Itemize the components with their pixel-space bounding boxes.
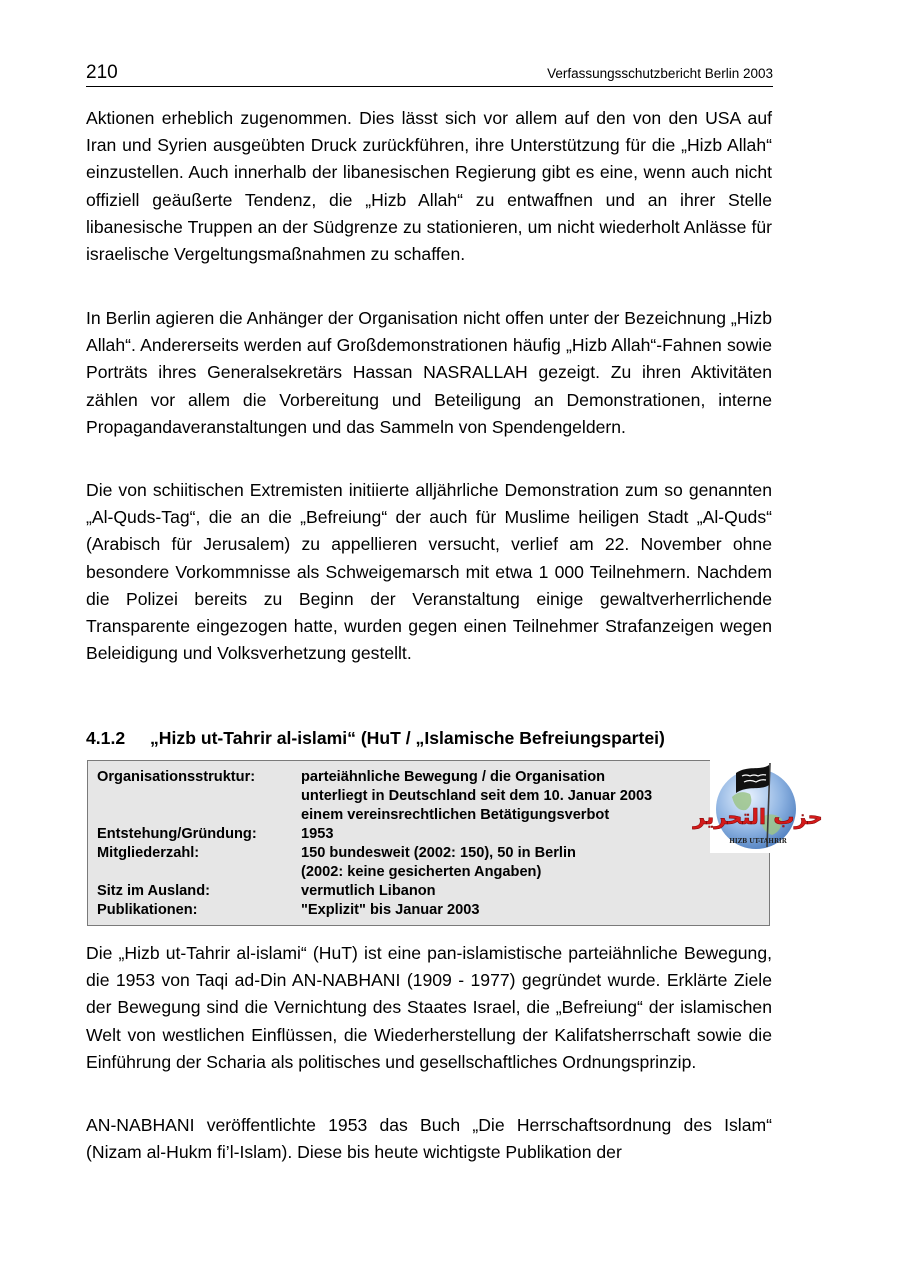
info-label: Entstehung/Gründung:	[97, 826, 257, 842]
info-value: vermutlich Libanon	[301, 883, 436, 899]
logo-latin-text: HIZB UT-TAHRIR	[729, 838, 787, 845]
info-row	[97, 787, 701, 806]
info-label	[97, 863, 301, 882]
info-value: (2002: keine gesicherten Angaben)	[301, 864, 542, 880]
info-value: "Explizit" bis Januar 2003	[301, 902, 480, 918]
info-value: parteiähnliche Bewegung / die Organisation	[301, 769, 606, 785]
section-number: 4.1.2	[86, 728, 126, 748]
running-title: Verfassungsschutzbericht Berlin 2003	[547, 66, 773, 81]
section-title: „Hizb ut-Tahrir al-islami“ (HuT / „Islamische Befreiungspartei)	[150, 728, 665, 748]
info-label: Organisationsstruktur:	[97, 769, 256, 785]
paragraph-an-nabhani: AN-NABHANI veröffentlichte 1953 das Buch „Die Herrschaftsordnung des Islam“ (Nizam al-Hukm fi’l-Islam). Diese bis heute wichtigste Publikation der	[86, 1115, 772, 1163]
info-row	[97, 768, 701, 787]
info-label: Mitgliederzahl:	[97, 845, 200, 861]
section-heading	[86, 728, 665, 749]
info-table	[97, 768, 701, 920]
info-label	[97, 806, 301, 825]
info-row	[97, 844, 701, 863]
info-row	[97, 806, 701, 825]
info-value: 150 bundesweit (2002: 150), 50 in Berlin	[301, 845, 576, 861]
page-number: 210	[86, 62, 118, 83]
info-label: Sitz im Ausland:	[97, 883, 210, 899]
info-label	[97, 787, 301, 806]
paragraph-hut-description: Die „Hizb ut-Tahrir al-islami“ (HuT) ist eine pan-islamistische parteiähnliche Bewegung, die 1953 von Taqi ad-Din AN-NABHANI (1909 - 1977) gegründet wurde. Erklärte Ziele der Bewegung sind die Vernichtung des Staates Israel, die „Befreiung“ der islamischen Welt von westlichen Einflüssen, die Wiederherstellung der Kalifatsherrschaft sowie die Einführung der Scharia als politisches und gesellschaftliches Ordnungsprinzip.	[86, 943, 772, 1072]
info-row	[97, 901, 701, 920]
paragraph-berlin-activities: In Berlin agieren die Anhänger der Organisation nicht offen unter der Bezeichnung „Hizb Allah“. Andererseits werden auf Großdemonstrationen häufig „Hizb Allah“-Fahnen sowie Porträts ihres Generalsekretärs Hassan NASRALLAH gezeigt. Zu ihren Aktivitäten zählen vor allem die Vorbereitung und Beteiligung an Demonstrationen, interne Propagandaveranstaltungen und das Sammeln von Spendengeldern.	[86, 308, 772, 437]
info-label: Publikationen:	[97, 902, 198, 918]
page-header	[86, 62, 773, 87]
info-value: unterliegt in Deutschland seit dem 10. Januar 2003	[301, 788, 653, 804]
paragraph-al-quds-day: Die von schiitischen Extremisten initiierte alljährliche Demonstration zum so genannten „Al-Quds-Tag“, die an die „Befreiung“ der auch für Muslime heiligen Stadt „Al-Quds“ (Arabisch für Jerusalem) zu appellieren versucht, verlief am 22. November ohne besondere Vorkommnisse als Schweigemarsch mit etwa 1 000 Teilnehmern. Nachdem die Polizei bereits zu Beginn der Veranstaltung einige gewaltverherrlichende Transparente eingezogen hatte, wurden gegen einen Teilnehmer Strafanzeigen wegen Beleidigung und Volksverhetzung gestellt.	[86, 480, 772, 664]
info-row	[97, 863, 701, 882]
info-row	[97, 825, 701, 844]
hizb-ut-tahrir-logo	[693, 757, 823, 853]
paragraph-hizb-allah-disarm: Aktionen erheblich zugenommen. Dies lässt sich vor allem auf den von den USA auf Iran und Syrien ausgeübten Druck zurückführen, ihre Unterstützung für die „Hizb Allah“ einzustellen. Auch innerhalb der libanesischen Regierung gibt es eine, wenn auch nicht offiziell geäußerte Tendenz, die „Hizb Allah“ zu entwaffnen und an ihrer Stelle libanesische Truppen an der Südgrenze zu stationieren, um nicht wiederholt Anlässe für israelische Vergeltungsmaßnahmen zu schaffen.	[86, 108, 772, 265]
info-value: einem vereinsrechtlichen Betätigungsverbot	[301, 807, 610, 823]
logo-arabic-text: حزب التحرير	[693, 805, 823, 829]
organisation-info-box	[87, 760, 770, 926]
info-row	[97, 882, 701, 901]
info-value: 1953	[301, 826, 334, 842]
